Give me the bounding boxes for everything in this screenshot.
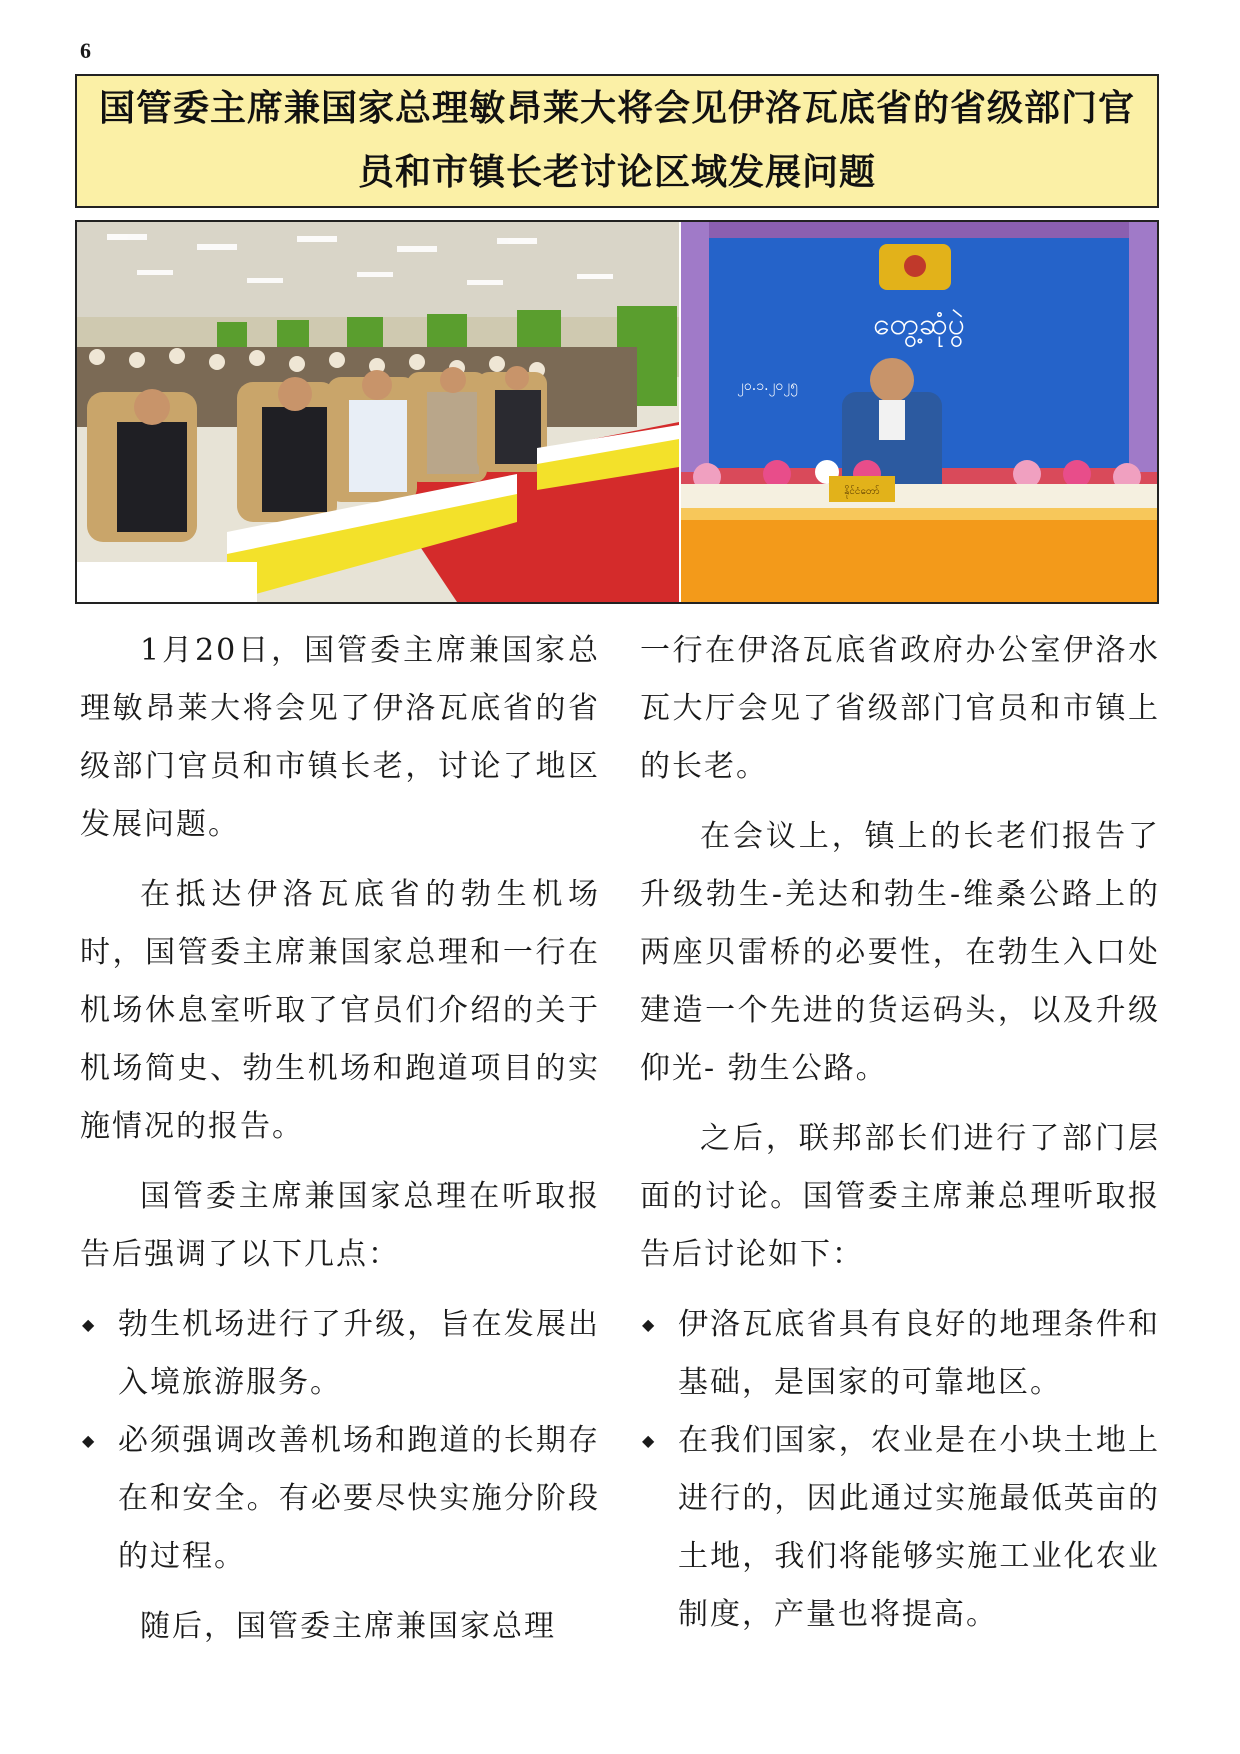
bullet-list-right: [640, 1296, 1160, 1644]
diamond-bullet-icon: ◆: [642, 1431, 657, 1450]
list-item: [640, 1296, 1160, 1412]
page-number: 6: [80, 38, 91, 63]
bullet-list-left: [80, 1296, 600, 1586]
photo-strip: [75, 220, 1159, 604]
list-item: [640, 1412, 1160, 1644]
paragraph-7: 之后，联邦部长们进行了部门层面的讨论。国管委主席兼总理听取报告后讨论如下：: [640, 1121, 1160, 1272]
photo-audience: [77, 222, 679, 602]
photo-speaker: [681, 222, 1157, 602]
headline-box: [75, 74, 1159, 208]
paragraph-5: 一行在伊洛瓦底省政府办公室伊洛水瓦大厅会见了省级部门官员和市镇上的长老。: [640, 633, 1160, 784]
paragraph-2: 在抵达伊洛瓦底省的勃生机场时，国管委主席兼国家总理和一行在机场休息室听取了官员们介绍的关于机场简史、勃生机场和跑道项目的实施情况的报告。: [80, 877, 600, 1144]
paragraph-6: 在会议上，镇上的长老们报告了升级勃生-羌达和勃生-维桑公路上的两座贝雷桥的必要性，在勃生入口处建造一个先进的货运码头，以及升级仰光- 勃生公路。: [640, 819, 1160, 1086]
article-column-left: [80, 622, 600, 1668]
article-column-right: [640, 622, 1160, 1656]
screen-date: ၂၀.၁.၂၀၂၅: [737, 378, 799, 394]
diamond-bullet-icon: ◆: [82, 1315, 97, 1334]
diamond-bullet-icon: ◆: [642, 1315, 657, 1334]
list-item-text: 在我们国家，农业是在小块土地上进行的，因此通过实施最低英亩的土地，我们将能够实施工业化农业制度，产量也将提高。: [678, 1423, 1160, 1632]
list-item-text: 勃生机场进行了升级，旨在发展出入境旅游服务。: [118, 1307, 600, 1400]
list-item: [80, 1296, 600, 1412]
list-item-text: 必须强调改善机场和跑道的长期存在和安全。有必要尽快实施分阶段的过程。: [118, 1423, 600, 1574]
paragraph-1: 1月20日，国管委主席兼国家总理敏昂莱大将会见了伊洛瓦底省的省级部门官员和市镇长老，讨论了地区发展问题。: [80, 633, 600, 842]
screen-title: တွေ့ဆုံပွဲ: [873, 307, 965, 342]
photos-svg: [77, 222, 1157, 602]
list-item-text: 伊洛瓦底省具有良好的地理条件和基础，是国家的可靠地区。: [678, 1307, 1160, 1400]
paragraph-4: 随后，国管委主席兼国家总理: [140, 1609, 556, 1644]
nameplate-text: နိုင်ငံတော်: [844, 486, 880, 497]
diamond-bullet-icon: ◆: [82, 1431, 97, 1450]
headline: 国管委主席兼国家总理敏昂莱大将会见伊洛瓦底省的省级部门官员和市镇长老讨论区域发展问题: [98, 88, 1135, 193]
paragraph-3: 国管委主席兼国家总理在听取报告后强调了以下几点：: [80, 1179, 600, 1272]
list-item: [80, 1412, 600, 1586]
